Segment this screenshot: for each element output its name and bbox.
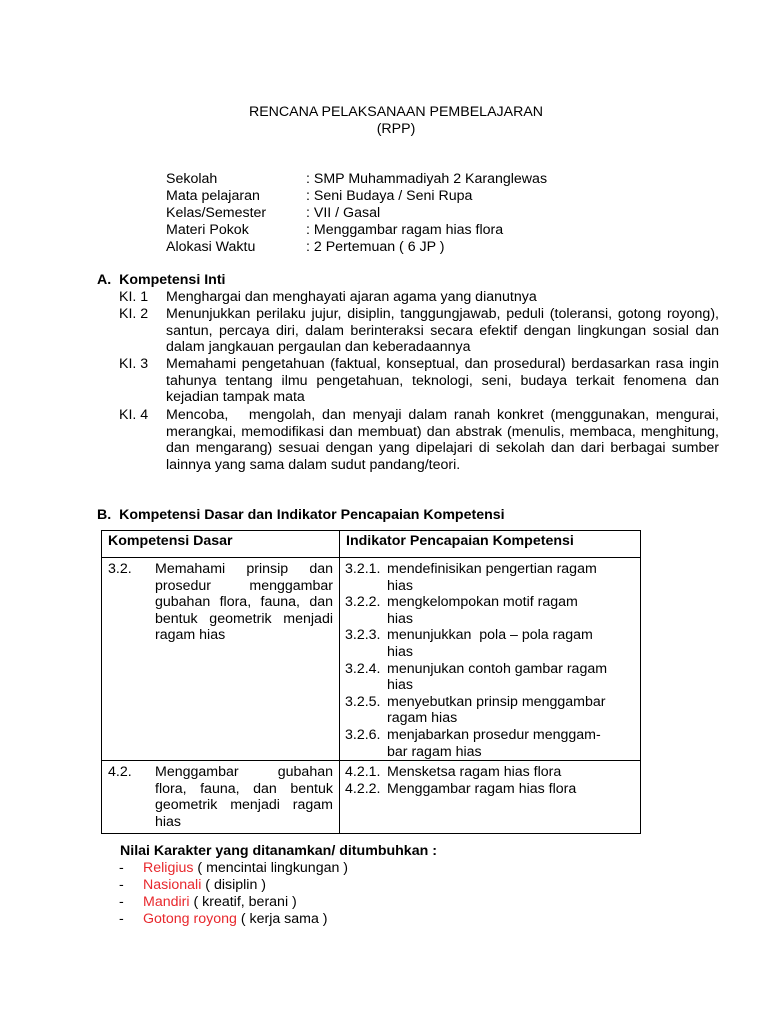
indicator-text: Mensketsa ragam hias flora [387, 764, 562, 781]
indicator-number: 4.2.1. [345, 764, 381, 781]
ki-number: KI. 2 [119, 306, 149, 322]
indicator-text: Menggambar ragam hias flora [387, 780, 577, 797]
ki-number: KI. 4 [119, 407, 149, 423]
karakter-desc: ( mencintai lingkungan ) [193, 860, 349, 876]
identity-label-mapel: Mata pelajaran [166, 188, 260, 204]
indicator-item [340, 727, 640, 760]
list-item [143, 877, 266, 894]
indicator-text: menunjukkan pola – pola ragam [387, 627, 593, 644]
indicator-item [340, 594, 640, 627]
indicator-number: 3.2.6. [345, 726, 381, 743]
kd-text: Memahami prinsip dan prosedur menggambar gubahan flora, fauna, dan bentuk geometrik menjadi ragam hias [155, 561, 333, 644]
ki-text: Memahami pengetahuan (faktual, konseptual, dan prosedural) berdasarkan rasa ingin tahunya tentang ilmu pengetahuan, teknologi, seni, budaya terkait fenomena dan kejadian tampak mata [166, 356, 719, 406]
indicator-cell [340, 558, 641, 761]
indicator-text-cont: bar ragam hias [387, 743, 482, 760]
list-bullet: - [119, 877, 124, 893]
kd-table [101, 530, 641, 834]
kd-number: 3.2. [108, 561, 132, 577]
list-bullet: - [119, 894, 124, 910]
indicator-number: 3.2.1. [345, 561, 381, 577]
karakter-desc: ( kreatif, berani ) [189, 894, 297, 910]
indicator-item [340, 781, 640, 798]
kd-text: Menggambar gubahan flora, fauna, dan bentuk geometrik menjadi ragam hias [155, 764, 333, 830]
page-subtitle: (RPP) [376, 121, 416, 137]
column-header-indikator: Indikator Pencapaian Kompetensi [340, 531, 641, 558]
table-row [102, 761, 641, 833]
identity-label-materi: Materi Pokok [166, 222, 249, 238]
list-item [143, 894, 297, 911]
ki-number: KI. 3 [119, 356, 149, 372]
indicator-number: 3.2.2. [345, 594, 381, 611]
indicator-text-cont: ragam hias [387, 710, 458, 727]
table-header-row [102, 531, 641, 558]
section-b-heading: B. Kompetensi Dasar dan Indikator Pencapaian Kompetensi [97, 507, 505, 523]
indicator-text-cont: hias [387, 677, 414, 694]
identity-value-materi: : Menggambar ragam hias flora [306, 222, 504, 238]
kd-cell [102, 558, 340, 761]
karakter-name: Religius [143, 860, 194, 876]
nilai-karakter-heading: Nilai Karakter yang ditanamkan/ ditumbuhkan : [120, 843, 437, 859]
karakter-name: Gotong royong [143, 911, 237, 927]
ki-text: Menunjukkan perilaku jujur, disiplin, tanggungjawab, peduli (toleransi, gotong royong), santun, percaya diri, dalam berinteraksi secara efektif dengan lingkungan sosial dan dalam jangkauan pergaulan dan keberadaannya [166, 306, 719, 356]
indicator-item [340, 764, 640, 781]
identity-value-mapel: : Seni Budaya / Seni Rupa [306, 188, 473, 204]
list-bullet: - [119, 860, 124, 876]
indicator-number: 3.2.4. [345, 660, 381, 677]
indicator-item [340, 561, 640, 594]
indicator-text: menjabarkan prosedur menggam- [387, 726, 601, 743]
identity-value-sekolah: : SMP Muhammadiyah 2 Karanglewas [306, 171, 548, 187]
karakter-desc: ( disiplin ) [201, 877, 267, 893]
indicator-text: mendefinisikan pengertian ragam [387, 561, 597, 577]
identity-label-sekolah: Sekolah [166, 171, 218, 187]
section-a-heading: A. Kompetensi Inti [97, 272, 226, 288]
indicator-text-cont: hias [387, 643, 414, 660]
identity-label-alokasi: Alokasi Waktu [166, 239, 256, 255]
page-title: RENCANA PELAKSANAAN PEMBELAJARAN [248, 104, 544, 120]
indicator-text: menunjukan contoh gambar ragam [387, 660, 608, 677]
list-bullet: - [119, 911, 124, 927]
table-row [102, 558, 641, 761]
karakter-desc: ( kerja sama ) [236, 911, 328, 927]
ki-text: Mencoba, mengolah, dan menyaji dalam ranah konkret (menggunakan, mengurai, merangkai, memodifikasi dan membuat) dan abstrak (menulis, membaca, menghitung, dan mengarang) sesuai dengan yang dipelajari di sekolah dan dari berbagai sumber lainnya yang sama dalam sudut pandang/teori. [166, 407, 723, 473]
indicator-item [340, 694, 640, 727]
list-item [143, 911, 328, 928]
indicator-cell [340, 761, 641, 833]
kd-cell [102, 761, 340, 833]
identity-label-kelas: Kelas/Semester [166, 205, 267, 221]
indicator-text-cont: hias [387, 577, 414, 594]
indicator-number: 3.2.3. [345, 627, 381, 644]
indicator-number: 3.2.5. [345, 693, 381, 710]
ki-text: Menghargai dan menghayati ajaran agama yang dianutnya [166, 289, 537, 305]
kd-number: 4.2. [108, 764, 132, 781]
indicator-number: 4.2.2. [345, 780, 381, 797]
list-item [143, 860, 348, 877]
ki-number: KI. 1 [119, 289, 149, 305]
identity-value-alokasi: : 2 Pertemuan ( 6 JP ) [306, 239, 445, 255]
indicator-item [340, 661, 640, 694]
identity-value-kelas: : VII / Gasal [306, 205, 381, 221]
indicator-item [340, 627, 640, 660]
karakter-name: Mandiri [143, 894, 190, 910]
indicator-text: mengkelompokan motif ragam [387, 594, 578, 611]
karakter-name: Nasionali [143, 877, 202, 893]
column-header-kd: Kompetensi Dasar [102, 531, 340, 558]
indicator-text-cont: hias [387, 610, 414, 627]
indicator-text: menyebutkan prinsip menggambar [387, 693, 606, 710]
